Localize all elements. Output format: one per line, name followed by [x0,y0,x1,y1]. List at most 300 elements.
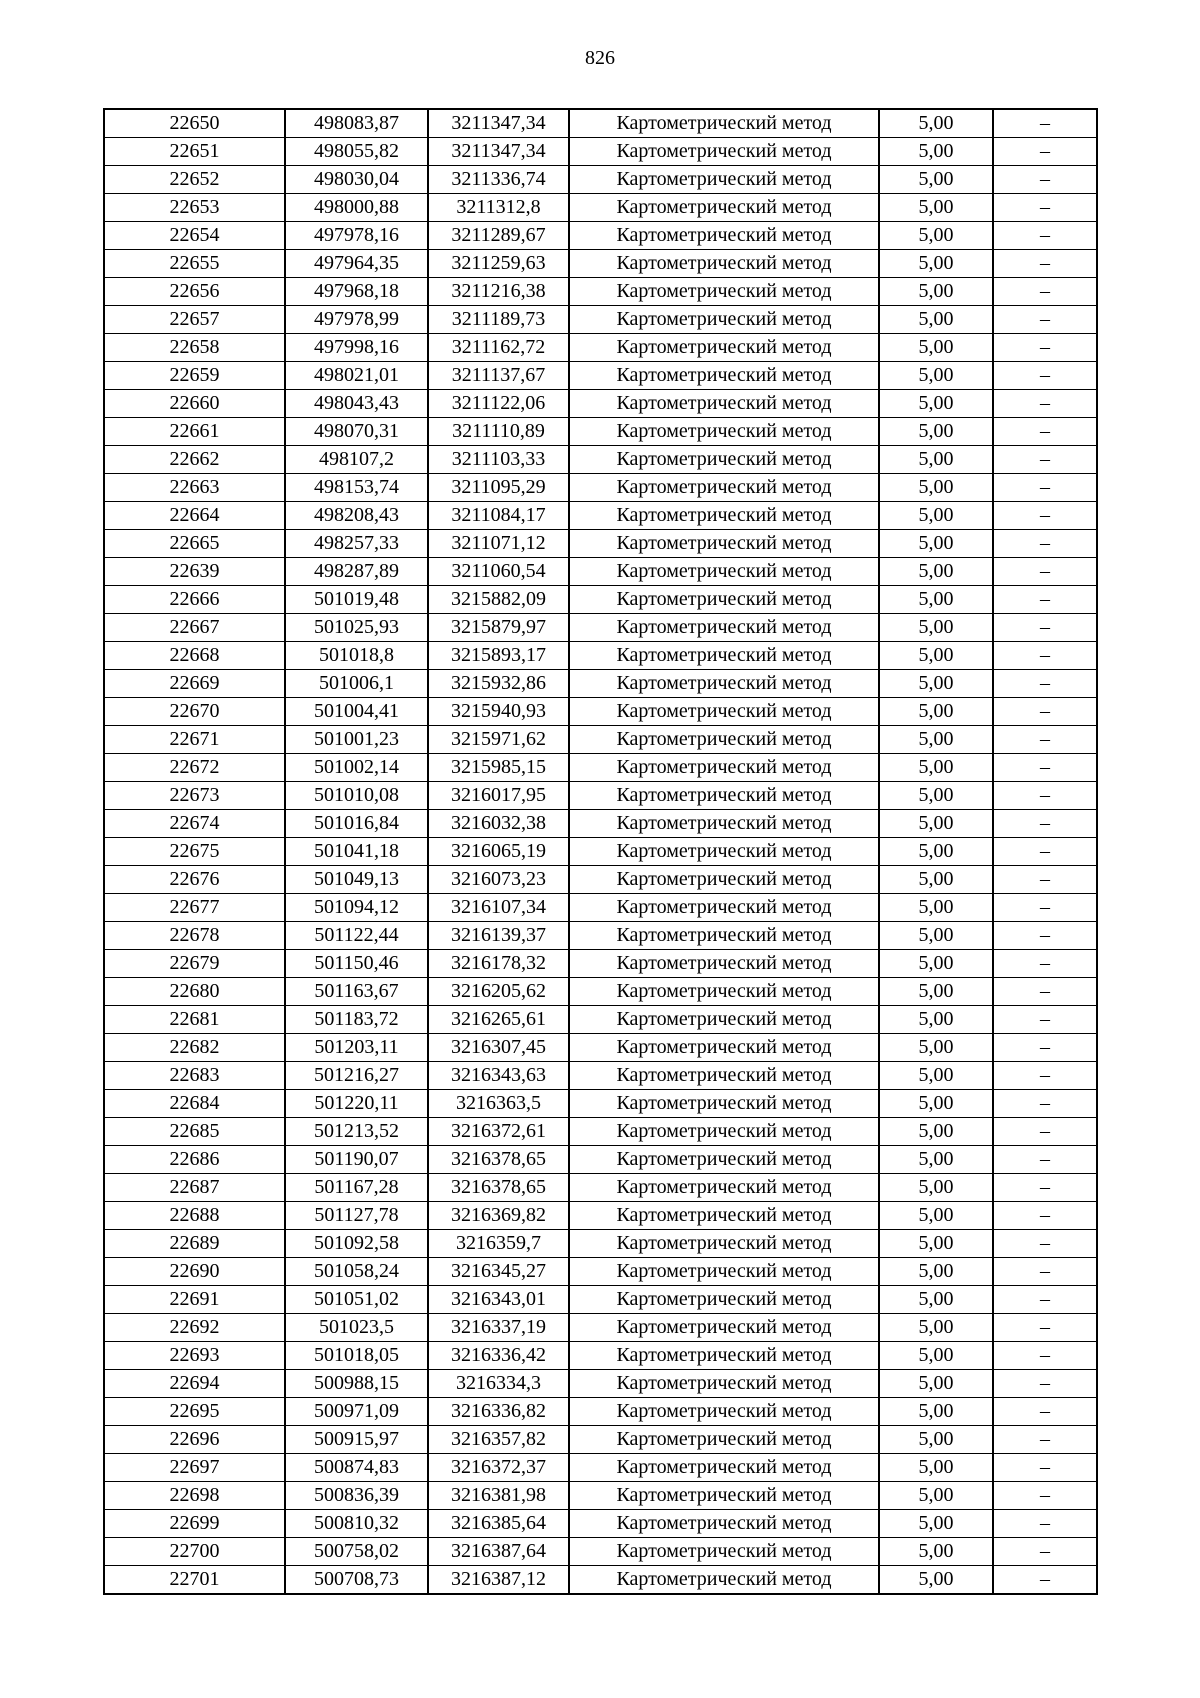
accuracy-cell: 5,00 [879,166,993,194]
note-cell: – [993,390,1097,418]
method-cell: Картометрический метод [569,922,879,950]
x-coordinate-cell: 498257,33 [285,530,428,558]
accuracy-cell: 5,00 [879,1118,993,1146]
note-cell: – [993,1454,1097,1482]
accuracy-cell: 5,00 [879,109,993,138]
note-cell: – [993,782,1097,810]
y-coordinate-cell: 3215879,97 [428,614,569,642]
x-coordinate-cell: 497998,16 [285,334,428,362]
y-coordinate-cell: 3215893,17 [428,642,569,670]
table-row [104,698,1097,726]
y-coordinate-cell: 3216107,34 [428,894,569,922]
note-cell: – [993,1230,1097,1258]
method-cell: Картометрический метод [569,1006,879,1034]
table-row [104,1258,1097,1286]
table-row [104,1118,1097,1146]
method-cell: Картометрический метод [569,418,879,446]
y-coordinate-cell: 3211103,33 [428,446,569,474]
point-number-cell: 22676 [104,866,285,894]
y-coordinate-cell: 3211347,34 [428,138,569,166]
y-coordinate-cell: 3216336,42 [428,1342,569,1370]
point-number-cell: 22651 [104,138,285,166]
point-number-cell: 22652 [104,166,285,194]
point-number-cell: 22687 [104,1174,285,1202]
method-cell: Картометрический метод [569,446,879,474]
x-coordinate-cell: 498021,01 [285,362,428,390]
table-row [104,1566,1097,1595]
table-row [104,866,1097,894]
x-coordinate-cell: 501167,28 [285,1174,428,1202]
accuracy-cell: 5,00 [879,586,993,614]
table-row [104,726,1097,754]
y-coordinate-cell: 3216032,38 [428,810,569,838]
accuracy-cell: 5,00 [879,1258,993,1286]
x-coordinate-cell: 498208,43 [285,502,428,530]
x-coordinate-cell: 500810,32 [285,1510,428,1538]
note-cell: – [993,530,1097,558]
note-cell: – [993,1258,1097,1286]
y-coordinate-cell: 3211336,74 [428,166,569,194]
x-coordinate-cell: 501023,5 [285,1314,428,1342]
accuracy-cell: 5,00 [879,222,993,250]
table-row [104,838,1097,866]
note-cell: – [993,334,1097,362]
x-coordinate-cell: 498030,04 [285,166,428,194]
method-cell: Картометрический метод [569,334,879,362]
table-row [104,1314,1097,1342]
point-number-cell: 22639 [104,558,285,586]
point-number-cell: 22671 [104,726,285,754]
method-cell: Картометрический метод [569,1034,879,1062]
method-cell: Картометрический метод [569,1482,879,1510]
accuracy-cell: 5,00 [879,1342,993,1370]
method-cell: Картометрический метод [569,1370,879,1398]
accuracy-cell: 5,00 [879,1370,993,1398]
table-row [104,138,1097,166]
method-cell: Картометрический метод [569,530,879,558]
note-cell: – [993,474,1097,502]
method-cell: Картометрический метод [569,222,879,250]
accuracy-cell: 5,00 [879,474,993,502]
table-row [104,390,1097,418]
x-coordinate-cell: 501010,08 [285,782,428,810]
table-row [104,362,1097,390]
accuracy-cell: 5,00 [879,1090,993,1118]
point-number-cell: 22672 [104,754,285,782]
accuracy-cell: 5,00 [879,502,993,530]
table-row [104,1034,1097,1062]
x-coordinate-cell: 498000,88 [285,194,428,222]
accuracy-cell: 5,00 [879,558,993,586]
method-cell: Картометрический метод [569,194,879,222]
point-number-cell: 22658 [104,334,285,362]
y-coordinate-cell: 3216372,37 [428,1454,569,1482]
accuracy-cell: 5,00 [879,250,993,278]
point-number-cell: 22699 [104,1510,285,1538]
method-cell: Картометрический метод [569,362,879,390]
x-coordinate-cell: 498107,2 [285,446,428,474]
method-cell: Картометрический метод [569,558,879,586]
y-coordinate-cell: 3216265,61 [428,1006,569,1034]
method-cell: Картометрический метод [569,474,879,502]
accuracy-cell: 5,00 [879,418,993,446]
accuracy-cell: 5,00 [879,1006,993,1034]
table-row [104,754,1097,782]
method-cell: Картометрический метод [569,614,879,642]
y-coordinate-cell: 3216343,01 [428,1286,569,1314]
x-coordinate-cell: 501018,05 [285,1342,428,1370]
x-coordinate-cell: 501006,1 [285,670,428,698]
point-number-cell: 22679 [104,950,285,978]
point-number-cell: 22681 [104,1006,285,1034]
note-cell: – [993,166,1097,194]
note-cell: – [993,1314,1097,1342]
note-cell: – [993,1034,1097,1062]
note-cell: – [993,1538,1097,1566]
point-number-cell: 22669 [104,670,285,698]
table-row [104,334,1097,362]
y-coordinate-cell: 3216385,64 [428,1510,569,1538]
accuracy-cell: 5,00 [879,810,993,838]
accuracy-cell: 5,00 [879,1174,993,1202]
note-cell: – [993,670,1097,698]
y-coordinate-cell: 3211095,29 [428,474,569,502]
method-cell: Картометрический метод [569,390,879,418]
x-coordinate-cell: 501203,11 [285,1034,428,1062]
accuracy-cell: 5,00 [879,1482,993,1510]
accuracy-cell: 5,00 [879,390,993,418]
accuracy-cell: 5,00 [879,642,993,670]
method-cell: Картометрический метод [569,1174,879,1202]
accuracy-cell: 5,00 [879,138,993,166]
y-coordinate-cell: 3216205,62 [428,978,569,1006]
accuracy-cell: 5,00 [879,530,993,558]
point-number-cell: 22674 [104,810,285,838]
point-number-cell: 22692 [104,1314,285,1342]
point-number-cell: 22667 [104,614,285,642]
table-row [104,1230,1097,1258]
point-number-cell: 22657 [104,306,285,334]
note-cell: – [993,1118,1097,1146]
method-cell: Картометрический метод [569,838,879,866]
table-row [104,194,1097,222]
table-row [104,894,1097,922]
accuracy-cell: 5,00 [879,1538,993,1566]
note-cell: – [993,1202,1097,1230]
method-cell: Картометрический метод [569,1566,879,1595]
x-coordinate-cell: 501163,67 [285,978,428,1006]
table-row [104,1454,1097,1482]
note-cell: – [993,1426,1097,1454]
table-row [104,1342,1097,1370]
method-cell: Картометрический метод [569,810,879,838]
method-cell: Картометрический метод [569,1510,879,1538]
table-row [104,1370,1097,1398]
accuracy-cell: 5,00 [879,614,993,642]
table-row [104,250,1097,278]
note-cell: – [993,418,1097,446]
accuracy-cell: 5,00 [879,306,993,334]
y-coordinate-cell: 3216345,27 [428,1258,569,1286]
accuracy-cell: 5,00 [879,334,993,362]
method-cell: Картометрический метод [569,1090,879,1118]
table-row [104,1510,1097,1538]
note-cell: – [993,1062,1097,1090]
method-cell: Картометрический метод [569,1426,879,1454]
y-coordinate-cell: 3216178,32 [428,950,569,978]
point-number-cell: 22660 [104,390,285,418]
accuracy-cell: 5,00 [879,194,993,222]
x-coordinate-cell: 498055,82 [285,138,428,166]
y-coordinate-cell: 3216017,95 [428,782,569,810]
coordinates-table [103,108,1098,1595]
point-number-cell: 22670 [104,698,285,726]
method-cell: Картометрический метод [569,1118,879,1146]
y-coordinate-cell: 3211110,89 [428,418,569,446]
accuracy-cell: 5,00 [879,698,993,726]
x-coordinate-cell: 501183,72 [285,1006,428,1034]
x-coordinate-cell: 500971,09 [285,1398,428,1426]
x-coordinate-cell: 501094,12 [285,894,428,922]
table-row [104,950,1097,978]
accuracy-cell: 5,00 [879,922,993,950]
note-cell: – [993,1398,1097,1426]
x-coordinate-cell: 501216,27 [285,1062,428,1090]
note-cell: – [993,754,1097,782]
table-row [104,614,1097,642]
point-number-cell: 22696 [104,1426,285,1454]
table-row [104,670,1097,698]
y-coordinate-cell: 3216357,82 [428,1426,569,1454]
table-row [104,558,1097,586]
table-row [104,418,1097,446]
note-cell: – [993,446,1097,474]
note-cell: – [993,1090,1097,1118]
y-coordinate-cell: 3216073,23 [428,866,569,894]
note-cell: – [993,978,1097,1006]
x-coordinate-cell: 501041,18 [285,838,428,866]
x-coordinate-cell: 501051,02 [285,1286,428,1314]
x-coordinate-cell: 501049,13 [285,866,428,894]
accuracy-cell: 5,00 [879,278,993,306]
x-coordinate-cell: 498287,89 [285,558,428,586]
note-cell: – [993,558,1097,586]
method-cell: Картометрический метод [569,1314,879,1342]
note-cell: – [993,642,1097,670]
accuracy-cell: 5,00 [879,782,993,810]
y-coordinate-cell: 3215971,62 [428,726,569,754]
x-coordinate-cell: 501002,14 [285,754,428,782]
x-coordinate-cell: 501213,52 [285,1118,428,1146]
x-coordinate-cell: 498153,74 [285,474,428,502]
note-cell: – [993,1146,1097,1174]
table-row [104,446,1097,474]
y-coordinate-cell: 3211312,8 [428,194,569,222]
point-number-cell: 22682 [104,1034,285,1062]
point-number-cell: 22695 [104,1398,285,1426]
x-coordinate-cell: 500836,39 [285,1482,428,1510]
accuracy-cell: 5,00 [879,1510,993,1538]
point-number-cell: 22656 [104,278,285,306]
y-coordinate-cell: 3211162,72 [428,334,569,362]
method-cell: Картометрический метод [569,306,879,334]
table-row [104,1090,1097,1118]
table-row [104,502,1097,530]
table-row [104,474,1097,502]
accuracy-cell: 5,00 [879,950,993,978]
accuracy-cell: 5,00 [879,726,993,754]
method-cell: Картометрический метод [569,502,879,530]
y-coordinate-cell: 3211289,67 [428,222,569,250]
accuracy-cell: 5,00 [879,362,993,390]
method-cell: Картометрический метод [569,782,879,810]
method-cell: Картометрический метод [569,278,879,306]
y-coordinate-cell: 3216307,45 [428,1034,569,1062]
x-coordinate-cell: 498043,43 [285,390,428,418]
method-cell: Картометрический метод [569,754,879,782]
point-number-cell: 22690 [104,1258,285,1286]
y-coordinate-cell: 3216336,82 [428,1398,569,1426]
table-row [104,1538,1097,1566]
table-row [104,1398,1097,1426]
x-coordinate-cell: 500988,15 [285,1370,428,1398]
accuracy-cell: 5,00 [879,1454,993,1482]
method-cell: Картометрический метод [569,642,879,670]
table-row [104,642,1097,670]
point-number-cell: 22661 [104,418,285,446]
table-row [104,1426,1097,1454]
note-cell: – [993,810,1097,838]
method-cell: Картометрический метод [569,1398,879,1426]
table-row [104,1286,1097,1314]
point-number-cell: 22678 [104,922,285,950]
point-number-cell: 22684 [104,1090,285,1118]
accuracy-cell: 5,00 [879,894,993,922]
method-cell: Картометрический метод [569,586,879,614]
y-coordinate-cell: 3216369,82 [428,1202,569,1230]
note-cell: – [993,222,1097,250]
x-coordinate-cell: 497978,16 [285,222,428,250]
x-coordinate-cell: 501122,44 [285,922,428,950]
x-coordinate-cell: 501190,07 [285,1146,428,1174]
method-cell: Картометрический метод [569,894,879,922]
method-cell: Картометрический метод [569,1538,879,1566]
x-coordinate-cell: 498070,31 [285,418,428,446]
y-coordinate-cell: 3211060,54 [428,558,569,586]
method-cell: Картометрический метод [569,166,879,194]
accuracy-cell: 5,00 [879,1286,993,1314]
point-number-cell: 22697 [104,1454,285,1482]
point-number-cell: 22685 [104,1118,285,1146]
x-coordinate-cell: 501019,48 [285,586,428,614]
y-coordinate-cell: 3211122,06 [428,390,569,418]
note-cell: – [993,614,1097,642]
method-cell: Картометрический метод [569,1342,879,1370]
point-number-cell: 22698 [104,1482,285,1510]
note-cell: – [993,1566,1097,1595]
table-row [104,1062,1097,1090]
y-coordinate-cell: 3211216,38 [428,278,569,306]
page-number: 826 [585,47,615,69]
note-cell: – [993,922,1097,950]
note-cell: – [993,894,1097,922]
method-cell: Картометрический метод [569,698,879,726]
y-coordinate-cell: 3216359,7 [428,1230,569,1258]
note-cell: – [993,1342,1097,1370]
point-number-cell: 22683 [104,1062,285,1090]
x-coordinate-cell: 501025,93 [285,614,428,642]
method-cell: Картометрический метод [569,1454,879,1482]
point-number-cell: 22689 [104,1230,285,1258]
table-row [104,1006,1097,1034]
y-coordinate-cell: 3215932,86 [428,670,569,698]
y-coordinate-cell: 3216372,61 [428,1118,569,1146]
x-coordinate-cell: 501058,24 [285,1258,428,1286]
table-row [104,222,1097,250]
y-coordinate-cell: 3215985,15 [428,754,569,782]
note-cell: – [993,698,1097,726]
y-coordinate-cell: 3211347,34 [428,109,569,138]
y-coordinate-cell: 3216334,3 [428,1370,569,1398]
method-cell: Картометрический метод [569,250,879,278]
x-coordinate-cell: 500915,97 [285,1426,428,1454]
note-cell: – [993,950,1097,978]
point-number-cell: 22654 [104,222,285,250]
note-cell: – [993,726,1097,754]
x-coordinate-cell: 501150,46 [285,950,428,978]
x-coordinate-cell: 500874,83 [285,1454,428,1482]
table-row [104,978,1097,1006]
y-coordinate-cell: 3216387,12 [428,1566,569,1595]
point-number-cell: 22686 [104,1146,285,1174]
point-number-cell: 22663 [104,474,285,502]
accuracy-cell: 5,00 [879,838,993,866]
x-coordinate-cell: 501092,58 [285,1230,428,1258]
method-cell: Картометрический метод [569,1146,879,1174]
method-cell: Картометрический метод [569,1202,879,1230]
accuracy-cell: 5,00 [879,1398,993,1426]
y-coordinate-cell: 3216378,65 [428,1174,569,1202]
point-number-cell: 22662 [104,446,285,474]
point-number-cell: 22655 [104,250,285,278]
method-cell: Картометрический метод [569,866,879,894]
accuracy-cell: 5,00 [879,754,993,782]
method-cell: Картометрический метод [569,1062,879,1090]
x-coordinate-cell: 501001,23 [285,726,428,754]
x-coordinate-cell: 497964,35 [285,250,428,278]
x-coordinate-cell: 501127,78 [285,1202,428,1230]
point-number-cell: 22691 [104,1286,285,1314]
accuracy-cell: 5,00 [879,1062,993,1090]
y-coordinate-cell: 3216337,19 [428,1314,569,1342]
point-number-cell: 22680 [104,978,285,1006]
y-coordinate-cell: 3216139,37 [428,922,569,950]
method-cell: Картометрический метод [569,138,879,166]
note-cell: – [993,1510,1097,1538]
y-coordinate-cell: 3215882,09 [428,586,569,614]
note-cell: – [993,1370,1097,1398]
note-cell: – [993,138,1097,166]
y-coordinate-cell: 3211084,17 [428,502,569,530]
y-coordinate-cell: 3211259,63 [428,250,569,278]
y-coordinate-cell: 3211071,12 [428,530,569,558]
accuracy-cell: 5,00 [879,1230,993,1258]
table-row [104,1482,1097,1510]
method-cell: Картометрический метод [569,1230,879,1258]
point-number-cell: 22675 [104,838,285,866]
method-cell: Картометрический метод [569,1286,879,1314]
accuracy-cell: 5,00 [879,1426,993,1454]
